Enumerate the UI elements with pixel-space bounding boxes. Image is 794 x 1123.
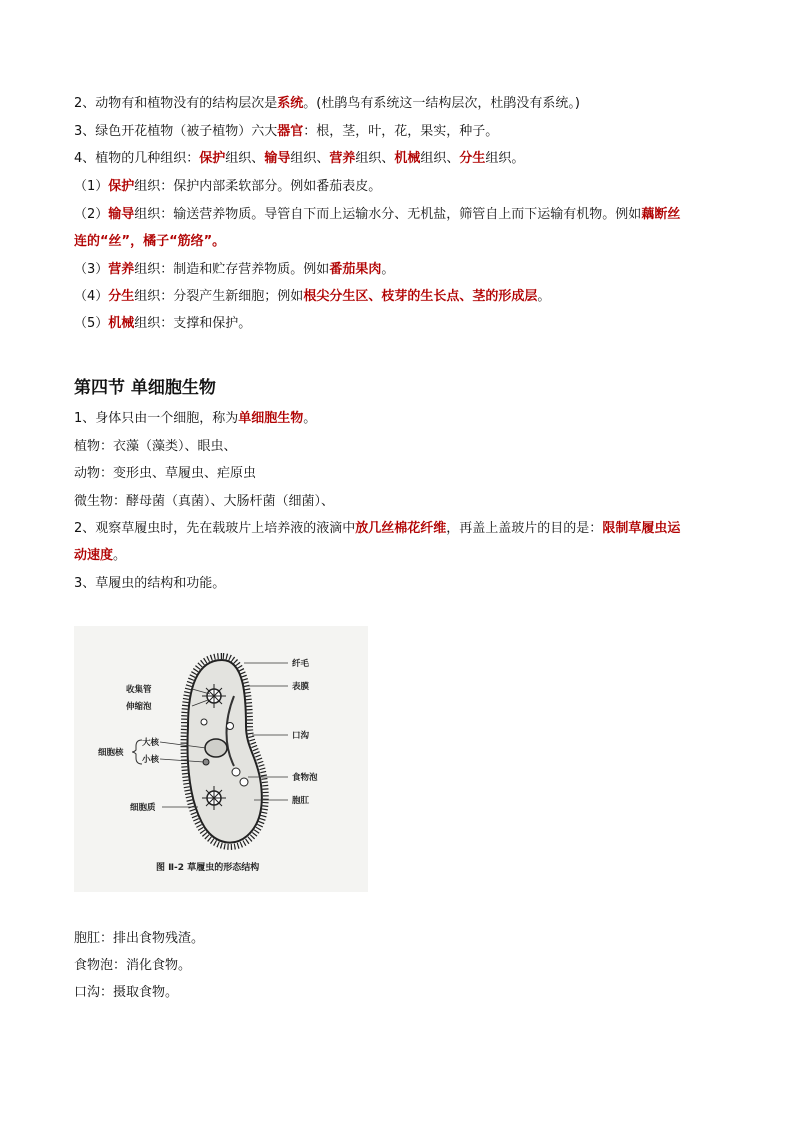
- label-contractile-vacuole: 伸缩泡: [126, 702, 152, 712]
- text-segment: 组织、: [225, 151, 265, 166]
- highlight-term: 放几丝棉花纤维: [355, 521, 447, 536]
- figure-caption: 图 Ⅱ-2 草履虫的形态结构: [156, 863, 260, 873]
- text-segment: 2、观察草履虫时，先在载玻片上培养液的液滴中: [74, 521, 356, 536]
- text-line: [74, 520, 680, 538]
- label-food-vacuole: 食物泡: [292, 773, 318, 783]
- text-segment: 组织：分裂产生新细胞；例如: [134, 289, 304, 304]
- text-segment: 2、动物有和植物没有的结构层次是: [74, 96, 278, 111]
- label-oral-groove: 口沟: [292, 731, 310, 741]
- text-line: [74, 575, 225, 593]
- text-line: [74, 465, 256, 483]
- text-segment: （5）: [74, 316, 109, 331]
- paramecium-diagram: [74, 626, 368, 892]
- text-line: [74, 315, 251, 333]
- label-collecting-canal: 收集管: [126, 685, 152, 695]
- text-line: [74, 288, 550, 306]
- text-segment: （1）: [74, 179, 109, 194]
- highlight-term: 输导: [264, 151, 291, 166]
- nucleus-brace: [132, 740, 142, 764]
- text-segment: 胞肛：排出食物残渣。: [74, 931, 205, 946]
- highlight-term: 分生: [459, 151, 486, 166]
- text-line: [74, 493, 334, 511]
- text-segment: 。: [113, 548, 127, 563]
- text-line: [74, 984, 178, 1002]
- text-line: [74, 95, 580, 113]
- text-line: [74, 206, 680, 224]
- text-segment: （4）: [74, 289, 109, 304]
- label-cytoplasm: 细胞质: [130, 803, 156, 813]
- text-segment: 组织、: [290, 151, 330, 166]
- highlight-term: 营养: [108, 262, 135, 277]
- text-segment: ：根，茎，叶，花，果实，种子。: [303, 124, 499, 139]
- text-line: [74, 178, 381, 196]
- text-segment: 3、草履虫的结构和功能。: [74, 576, 226, 591]
- text-segment: 组织。: [485, 151, 525, 166]
- text-line: [74, 261, 394, 279]
- text-segment: 。: [537, 289, 551, 304]
- highlight-term: 器官: [277, 124, 304, 139]
- paramecium-figure: [74, 626, 368, 892]
- label-pellicle: 表膜: [292, 682, 310, 692]
- highlight-term: 保护: [199, 151, 226, 166]
- text-segment: 口沟：摄取食物。: [74, 985, 179, 1000]
- label-nucleus: 细胞核: [98, 748, 124, 758]
- text-line: [74, 150, 524, 168]
- highlight-term: 系统: [277, 96, 304, 111]
- text-line: [74, 957, 191, 975]
- text-line: [74, 410, 316, 428]
- text-segment: 组织：保护内部柔软部分。例如番茄表皮。: [134, 179, 382, 194]
- text-segment: 。: [381, 262, 395, 277]
- text-segment: 组织：输送营养物质。导管自下而上运输水分、无机盐，筛管自上而下运输有机物。例如: [134, 207, 642, 222]
- text-segment: 组织、: [420, 151, 460, 166]
- text-segment: 微生物：酵母菌（真菌）、大肠杆菌（细菌）、: [74, 494, 335, 509]
- highlight-term: 单细胞生物: [238, 411, 304, 426]
- label-cilia: 纤毛: [292, 659, 310, 669]
- text-segment: 食物泡：消化食物。: [74, 958, 192, 973]
- food-vacuole-shape: [201, 719, 207, 725]
- text-line: [74, 438, 237, 456]
- text-segment: 动物：变形虫、草履虫、疟原虫: [74, 466, 257, 481]
- highlight-term: 限制草履虫运: [602, 521, 681, 536]
- text-line: [74, 547, 126, 565]
- section-heading: 第四节 单细胞生物: [74, 378, 216, 398]
- food-vacuole-shape: [227, 723, 234, 730]
- text-segment: 3、绿色开花植物（被子植物）六大: [74, 124, 278, 139]
- highlight-term: 营养: [329, 151, 356, 166]
- text-segment: ，再盖上盖玻片的目的是：: [446, 521, 603, 536]
- text-segment: （3）: [74, 262, 109, 277]
- highlight-term: 番茄果肉: [329, 262, 382, 277]
- label-macronucleus: 大核: [142, 738, 160, 748]
- text-segment: 组织：支撑和保护。: [134, 316, 252, 331]
- highlight-term: 藕断丝: [641, 207, 681, 222]
- text-segment: 。(杜鹃鸟有系统这一结构层次，杜鹃没有系统。): [303, 96, 580, 111]
- highlight-term: 保护: [108, 179, 135, 194]
- text-segment: 1、身体只由一个细胞，称为: [74, 411, 239, 426]
- food-vacuole-shape: [240, 778, 248, 786]
- text-segment: 。: [303, 411, 317, 426]
- highlight-term: 分生: [108, 289, 135, 304]
- highlight-term: 输导: [108, 207, 135, 222]
- text-line: [74, 233, 225, 251]
- text-line: [74, 930, 204, 948]
- highlight-term: 机械: [108, 316, 135, 331]
- text-segment: 4、植物的几种组织：: [74, 151, 200, 166]
- highlight-term: 机械: [394, 151, 421, 166]
- macronucleus-shape: [205, 739, 227, 757]
- text-segment: 组织、: [355, 151, 395, 166]
- text-segment: （2）: [74, 207, 109, 222]
- label-anal-pore: 胞肛: [292, 796, 310, 806]
- highlight-term: 动速度: [74, 548, 114, 563]
- highlight-term: 连的“丝”，橘子“筋络”。: [74, 234, 226, 249]
- food-vacuole-shape: [232, 768, 240, 776]
- label-micronucleus: 小核: [142, 755, 160, 765]
- text-segment: 植物：衣藻（藻类）、眼虫、: [74, 439, 237, 454]
- text-segment: 组织：制造和贮存营养物质。例如: [134, 262, 330, 277]
- text-line: [74, 123, 498, 141]
- highlight-term: 根尖分生区、枝芽的生长点、茎的形成层: [303, 289, 538, 304]
